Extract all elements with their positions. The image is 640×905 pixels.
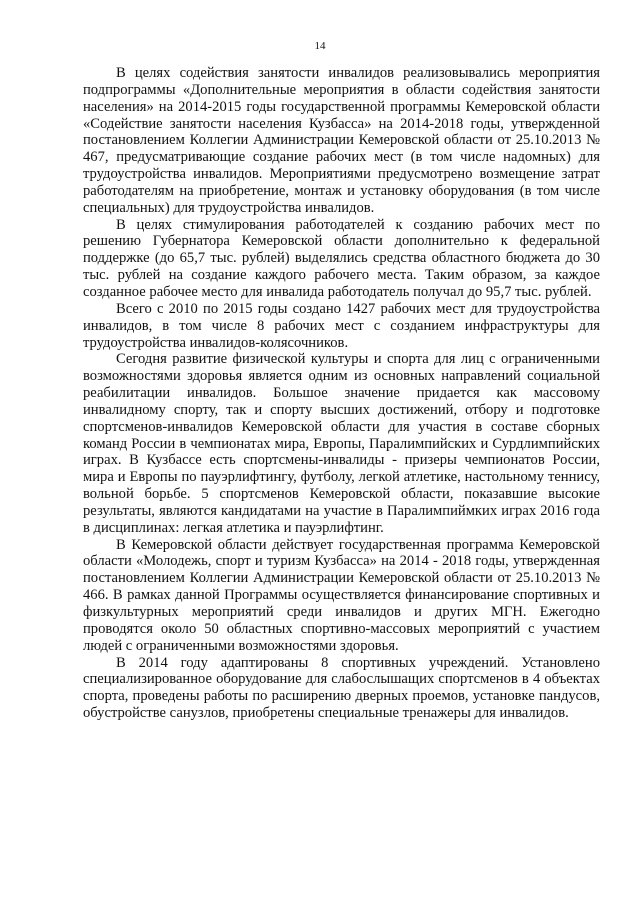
page-number: 14 [314,40,326,52]
paragraph-sports-facilities: В 2014 году адаптированы 8 спортивных учреждений. Установлено специализированное оборудование для слабослышащих спортсменов в 4 объектах спорта, проведены работы по расширению дверных проемов, установке пандусов, обустройстве санузлов, приобретены специальные тренажеры для инвалидов. [83,654,600,722]
paragraph-jobs-created: Всего с 2010 по 2015 годы создано 1427 рабочих мест для трудоустройства инвалидов, в том числе 8 рабочих мест с созданием инфраструктуры для трудоустройства инвалидов-колясочников. [83,300,600,351]
paragraph-state-program: В Кемеровской области действует государственная программа Кемеровской области «Молодежь, спорт и туризм Кузбасса» на 2014 - 2018 годы, утвержденная постановлением Коллегии Администрации Кемеровской области от 25.10.2013 № 466. В рамках данной Программы осуществляется финансирование спортивных и физкультурных мероприятий среди инвалидов и других МГН. Ежегодно проводятся около 50 областных спортивно-массовых мероприятий с участием людей с ограниченными возможностями здоровья. [83,536,600,654]
paragraph-employment-programs: В целях содействия занятости инвалидов реализовывались мероприятия подпрограммы «Дополнительные мероприятия в области содействия занятости населения» на 2014-2015 годы государственной программы Кемеровской области «Содействие занятости населения Кузбасса» на 2014-2018 годы, утвержденной постановлением Коллегии Администрации Кемеровской области от 25.10.2013 № 467, предусматривающие создание рабочих мест (в том числе надомных) для трудоустройства инвалидов. Мероприятиями предусмотрено возмещение затрат работодателям на приобретение, монтаж и установку оборудования (в том числе специальных) для трудоустройства инвалидов. [83,65,600,216]
paragraph-disabled-sports: Сегодня развитие физической культуры и спорта для лиц с ограниченными возможностями здоровья является одним из основных направлений социальной реабилитации инвалидов. Большое значение придается как массовому инвалидному спорту, так и спорту высших достижений, отбору и подготовке спортсменов-инвалидов Кемеровской области для участия в составе сборных команд России в чемпионатах мира, Европы, Паралимпийских и Сурдлимпийских играх. В Кузбассе есть спортсмены-инвалиды - призеры чемпионатов России, мира и Европы по пауэрлифтингу, футболу, легкой атлетике, настольному теннису, вольной борьбе. 5 спортсменов Кемеровской области, показавшие высокие результаты, являются кандидатами на участие в Паралимпиймких играх 2016 года в дисциплинах: легкая атлетика и пауэрлифтинг. [83,351,600,536]
paragraph-employer-incentives: В целях стимулирования работодателей к созданию рабочих мест по решению Губернатора Кемеровской области дополнительно к федеральной поддержке (до 65,7 тыс. рублей) выделялись средства областного бюджета до 30 тыс. рублей на создание каждого рабочего места. Таким образом, за каждое созданное рабочее место для инвалида работодатель получал до 95,7 тыс. рублей. [83,216,600,300]
document-body [83,65,600,722]
